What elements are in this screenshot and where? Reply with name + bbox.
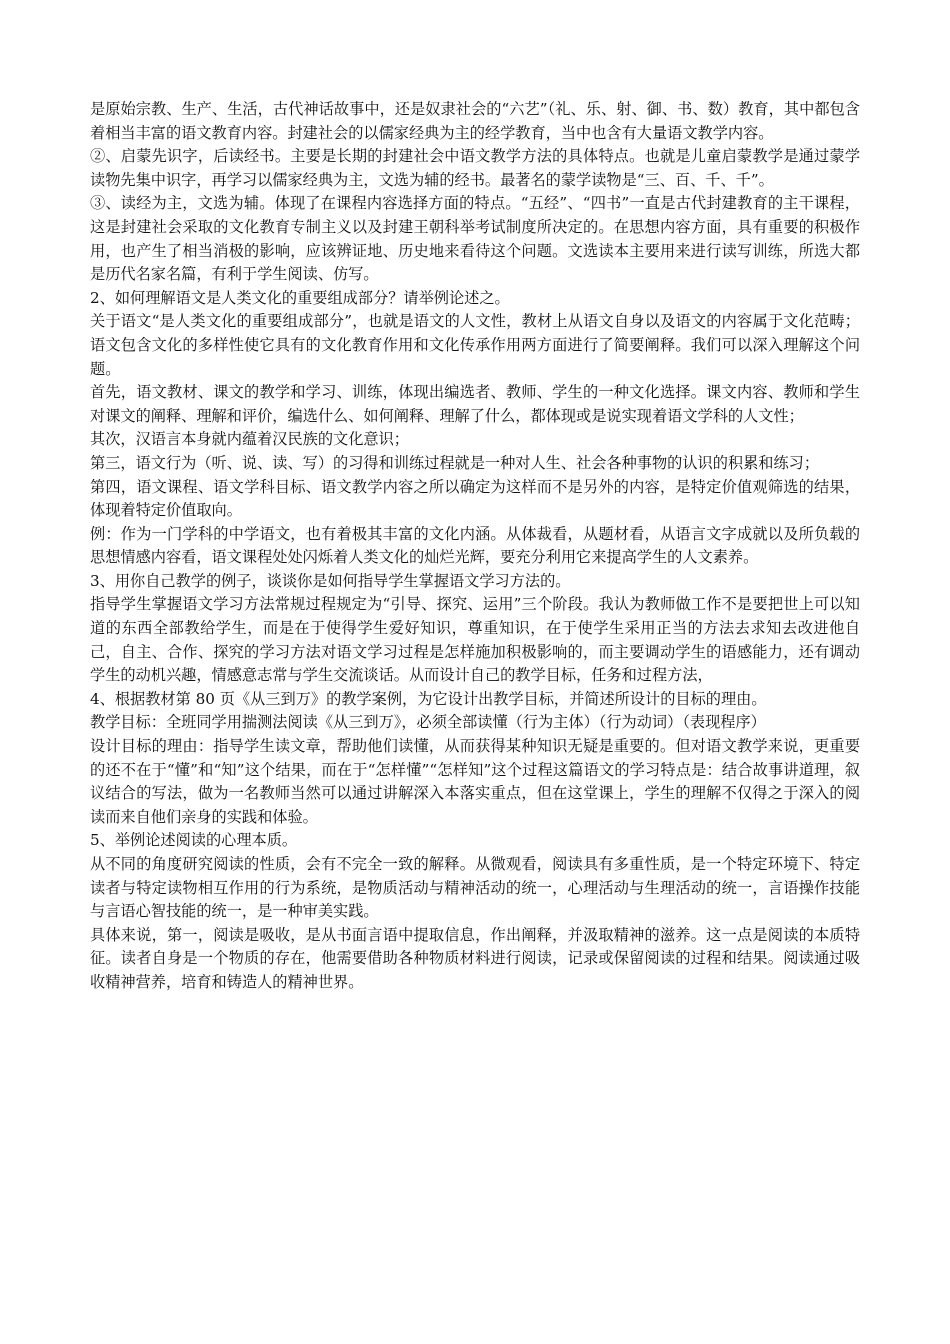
paragraph-learning-methods: 指导学生掌握语文学习方法常规过程规定为“引导、探究、运用”三个阶段。我认为教师做工作不是要把世上可以知道的东西全部教给学生，而是在于使得学生爱好知识，尊重知识，在于使学生采用正当的方法去求知去改进他自己，自主、合作、探究的学习方法对语文学习过程是怎样施加积极影响的，而主要调动学生的语感能力，还有调动学生的动机兴趣，情感意志常与学生交流谈话。从而设计自己的教学目标，任务和过程方法， (90, 595, 860, 685)
question-4: 4、根据教材第 80 页《从三到万》的教学案例，为它设计出教学目标，并简述所设计的目标的理由。 (90, 689, 767, 708)
paragraph-ancient-education: 是原始宗教、生产、生活，古代神话故事中，还是奴隶社会的“六艺”（礼、乐、射、御、书、数）教育，其中都包含着相当丰富的语文教育内容。封建社会的以儒家经典为主的经学教育，当中也含有大量语文教学内容。 (90, 100, 860, 142)
question-2: 2、如何理解语文是人类文化的重要组成部分？请举例论述之。 (90, 288, 510, 307)
paragraph-teaching-goal: 教学目标：全班同学用揣测法阅读《从三到万》，必须全部读懂（行为主体）（行为动词）（表现程序） (90, 713, 766, 732)
question-5: 5、举例论述阅读的心理本质。 (90, 831, 298, 850)
paragraph-first-point: 首先，语文教材、课文的教学和学习、训练，体现出编选者、教师、学生的一种文化选择。课文内容、教师和学生对课文的阐释、理解和评价，编选什么、如何阐释、理解了什么，都体现或是说实现着语文学科的人文性； (90, 383, 860, 425)
document-page (90, 98, 860, 995)
paragraph-reading-absorption: 具体来说，第一，阅读是吸收，是从书面言语中提取信息，作出阐释，并汲取精神的滋养。这一点是阅读的本质特征。读者自身是一个物质的存在，他需要借助各种物质材料进行阅读，记录或保留阅读的过程和结果。阅读通过吸收精神营养，培育和铸造人的精神世界。 (90, 925, 860, 991)
paragraph-second-point: 其次，汉语言本身就内蕴着汉民族的文化意识； (90, 430, 409, 449)
paragraph-example: 例：作为一门学科的中学语文，也有着极其丰富的文化内涵。从体裁看，从题材看，从语言文字成就以及所负载的思想情感内容看，语文课程处处闪烁着人类文化的灿烂光辉，要充分利用它来提高学生的人文素养。 (90, 524, 860, 567)
paragraph-classics-main: ③、读经为主，文选为辅。体现了在课程内容选择方面的特点。“五经”、“四书”一直是古代封建教育的主干课程，这是封建社会采取的文化教育专制主义以及封建王朝科举考试制度所决定的。在思想内容方面，具有重要的积极作用，也产生了相当消极的影响，应该辨证地、历史地来看待这个问题。文选读本主要用来进行读写训练，所选大都是历代名家名篇，有利于学生阅读、仿写。 (90, 194, 860, 284)
paragraph-third-point: 第三，语文行为（听、说、读、写）的习得和训练过程就是一种对人生、社会各种事物的认识的积累和练习； (90, 453, 819, 472)
paragraph-reading-nature: 从不同的角度研究阅读的性质，会有不完全一致的解释。从微观看，阅读具有多重性质，是一个特定环境下、特定读者与特定读物相互作用的行为系统，是物质活动与精神活动的统一，心理活动与生理活动的统一，言语操作技能与言语心智技能的统一，是一种审美实践。 (90, 855, 860, 921)
paragraph-fourth-point: 第四，语文课程、语文学科目标、语文教学内容之所以确定为这样而不是另外的内容，是特定价值观筛选的结果，体现着特定价值取向。 (90, 477, 860, 520)
paragraph-goal-reason: 设计目标的理由：指导学生读文章，帮助他们读懂，从而获得某种知识无疑是重要的。但对语文教学来说，更重要的还不在于“懂”和“知”这个结果，而在于“怎样懂”“怎样知”这个过程这篇语文的学习特点是：结合故事讲道理，叙议结合的写法，做为一名教师当然可以通过讲解深入本落实重点，但在这堂课上，学生的理解不仅得之于深入的阅读而来自他们亲身的实践和体验。 (90, 737, 860, 826)
paragraph-humanistic-nature: 关于语文“是人类文化的重要组成部分”，也就是语文的人文性，教材上从语文自身以及语文的内容属于文化范畴；语文包含文化的多样性使它具有的文化教育作用和文化传承作用两方面进行了简要阐释。我们可以深入理解这个问题。 (90, 312, 860, 378)
paragraph-literacy-first: ②、启蒙先识字，后读经书。主要是长期的封建社会中语文教学方法的具体特点。也就是儿童启蒙教学是通过蒙学读物先集中识字，再学习以儒家经典为主，文选为辅的经书。最著名的蒙学读物是“三、百、千、千”。 (90, 147, 860, 189)
question-3: 3、用你自己教学的例子，谈谈你是如何指导学生掌握语文学习方法的。 (90, 571, 571, 590)
